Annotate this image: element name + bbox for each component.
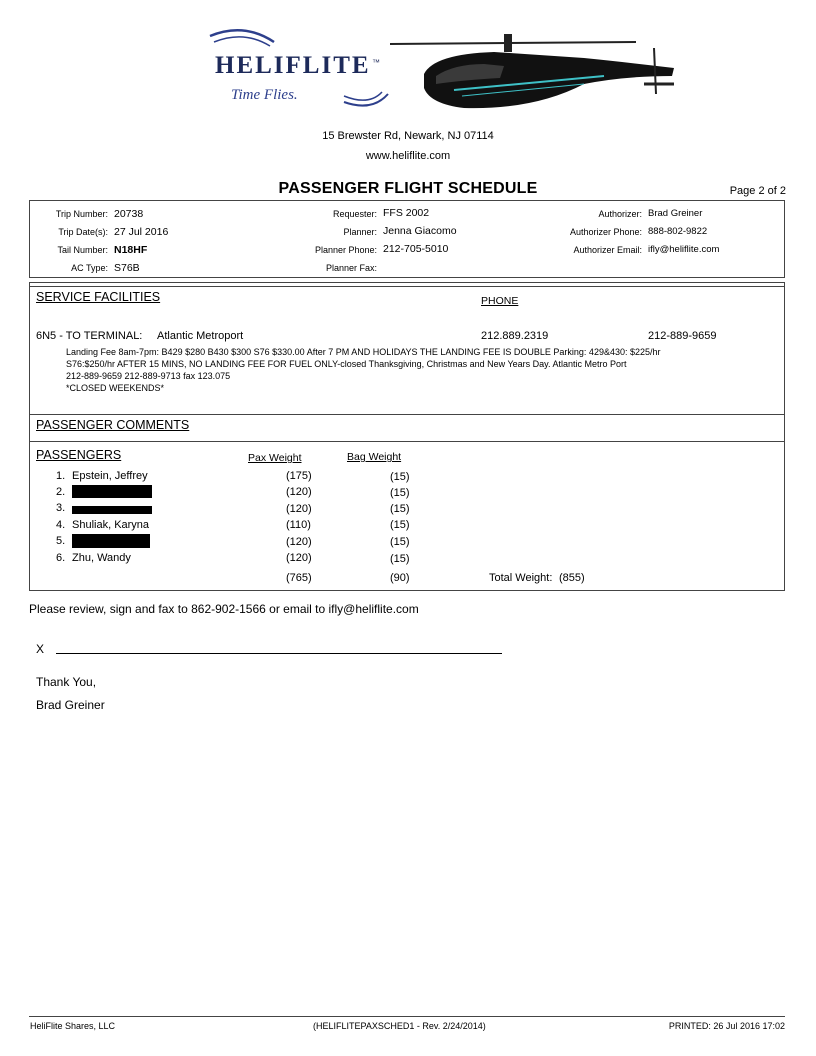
bag-weight-total: (90) [390,572,410,584]
footer-company: HeliFlite Shares, LLC [30,1021,116,1031]
authorizer-email[interactable]: ifly@heliflite.com [648,244,720,255]
redacted-passenger-name [72,506,152,514]
divider [29,286,785,287]
redacted-passenger-name [72,485,152,498]
trip-number-label: Trip Number: [55,209,108,219]
page-title: PASSENGER FLIGHT SCHEDULE [278,180,538,197]
passenger-pax-weight: (120) [286,552,312,564]
ac-type: S76B [114,262,140,274]
page-number: Page 2 of 2 [729,185,786,197]
planner-phone: 212-705-5010 [383,243,449,255]
total-weight: (855) [559,572,585,584]
total-weight-label: Total Weight: [489,572,553,584]
facility-notes-line: S76:$250/hr AFTER 15 MINS, NO LANDING FEE FOR FUEL ONLY-closed Thanksgiving, Christmas and New Years Day. Atlantic Metro Port [66,359,627,369]
passenger-number: 4. [56,519,66,531]
passenger-bag-weight: (15) [390,471,410,483]
trip-dates: 27 Jul 2016 [114,226,169,238]
review-instruction: Please review, sign and fax to 862-902-1566 or email to ifly@heliflite.com [29,602,419,616]
facility-phone: 212.889.2319 [481,330,549,342]
footer-divider [29,1016,785,1017]
facility-name: Atlantic Metroport [157,330,244,342]
closing-name: Brad Greiner [36,698,105,712]
passenger-number: 5. [56,535,66,547]
authorizer: Brad Greiner [648,208,703,219]
facility-notes [66,346,781,394]
passengers-heading: PASSENGERS [36,448,122,462]
facility-phone-alt: 212-889-9659 [648,330,717,342]
passenger-pax-weight: (110) [286,519,311,531]
divider [29,441,785,442]
footer-form-id: (HELIFLITEPAXSCHED1 - Rev. 2/24/2014) [313,1021,486,1031]
passenger-name: Epstein, Jeffrey [72,470,148,482]
passenger-bag-weight: (15) [390,487,410,499]
redacted-passenger-name [72,534,150,548]
passenger-name: Zhu, Wandy [72,552,131,564]
facility-notes-line: *CLOSED WEEKENDS* [66,383,165,393]
service-facilities-heading: SERVICE FACILITIES [36,290,161,304]
planner-phone-label: Planner Phone: [314,245,377,255]
planner-label: Planner: [343,227,377,237]
divider [29,414,785,415]
passenger-number: 1. [56,470,66,482]
closing-thanks: Thank You, [36,675,97,689]
authorizer-label: Authorizer: [598,209,642,219]
passenger-pax-weight: (120) [286,536,312,548]
tail-number: N18HF [114,244,148,256]
trip-number: 20738 [114,208,144,220]
passenger-name: Shuliak, Karyna [72,519,150,531]
pax-weight-header: Pax Weight [248,452,302,464]
signature-line[interactable] [56,653,502,654]
pax-weight-total: (765) [286,572,312,584]
authorizer-phone: 888-802-9822 [648,226,708,237]
phone-heading: PHONE [481,295,519,307]
company-website[interactable]: www.heliflite.com [365,150,451,162]
planner: Jenna Giacomo [383,225,457,237]
passenger-number: 3. [56,502,66,514]
passenger-pax-weight: (120) [286,486,312,498]
authorizer-email-label: Authorizer Email: [573,245,642,255]
trip-dates-label: Trip Date(s): [58,227,108,237]
footer-printed: PRINTED: 26 Jul 2016 17:02 [668,1021,785,1031]
ac-type-label: AC Type: [71,263,108,273]
passenger-bag-weight: (15) [390,553,410,565]
passenger-pax-weight: (120) [286,503,312,515]
passenger-number: 2. [56,486,66,498]
passenger-number: 6. [56,552,66,564]
bag-weight-header: Bag Weight [347,451,402,463]
passenger-comments-heading: PASSENGER COMMENTS [36,418,190,432]
passenger-bag-weight: (15) [390,536,410,548]
tagline: Time Flies. [231,87,298,103]
company-address: 15 Brewster Rd, Newark, NJ 07114 [322,130,494,142]
tail-number-label: Tail Number: [57,245,108,255]
authorizer-phone-label: Authorizer Phone: [569,227,642,237]
signature-x: X [36,642,45,656]
passenger-bag-weight: (15) [390,519,410,531]
brand-name: HELIFLITE [215,52,371,79]
facility-notes-line: 212-889-9659 212-889-9713 fax 123.075 [66,371,231,381]
requester-label: Requester: [332,209,377,219]
passenger-bag-weight: (15) [390,503,410,515]
facility-code: 6N5 - TO TERMINAL: [36,330,143,342]
requester: FFS 2002 [383,207,430,219]
passenger-pax-weight: (175) [286,470,312,482]
facility-notes-line: Landing Fee 8am-7pm: B429 $280 B430 $300 S76 $330.00 After 7 PM AND HOLIDAYS THE LANDING FEE IS DOUBLE Parking: 429&430: $225/hr [66,347,661,357]
trademark: ™ [372,58,380,67]
planner-fax-label: Planner Fax: [325,263,377,273]
